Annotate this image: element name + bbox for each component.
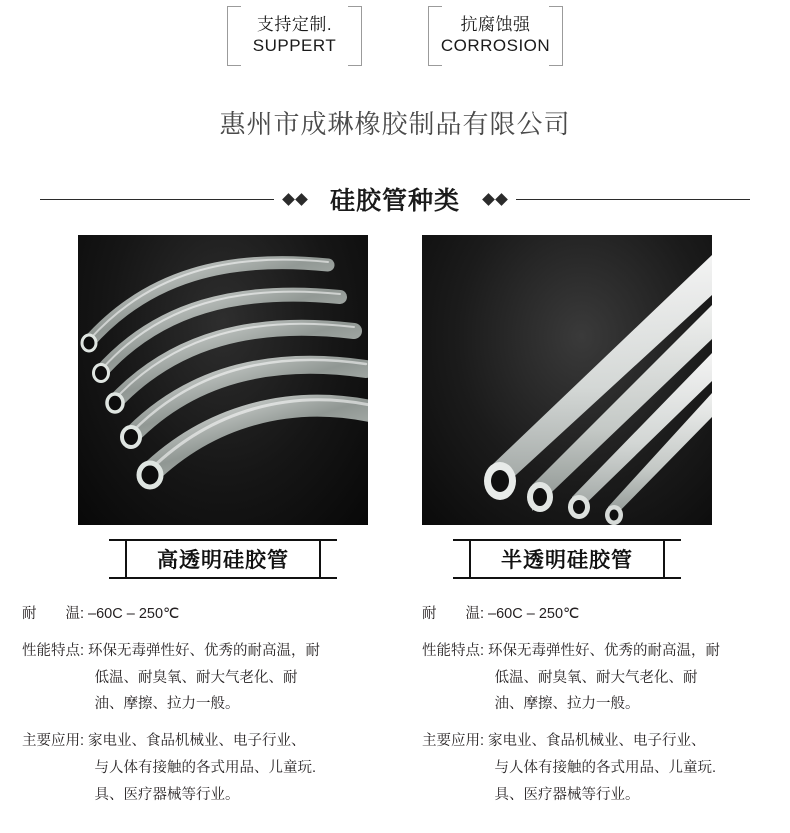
product-columns bbox=[0, 235, 790, 579]
product-label: 高透明硅胶管 bbox=[157, 549, 289, 572]
title-diamonds-left bbox=[284, 195, 306, 204]
spec-features-line-1: 性能特点: 环保无毒弹性好、优秀的耐高温，耐 bbox=[422, 642, 721, 659]
clear-tubes-illustration bbox=[78, 235, 368, 525]
diamond-icon bbox=[295, 193, 308, 206]
diamond-icon bbox=[282, 193, 295, 206]
spec-applications-line-2: 与人体有接触的各式用品、儿童玩. bbox=[422, 760, 717, 777]
badge-label-cn: 抗腐蚀强 bbox=[460, 14, 531, 34]
plate-tick-icon bbox=[663, 577, 681, 579]
badge-custom-support bbox=[227, 6, 362, 64]
spec-applications-line-1: 主要应用: 家电业、食品机械业、电子行业、 bbox=[22, 733, 306, 750]
company-name: 惠州市成琳橡胶制品有限公司 bbox=[219, 109, 571, 139]
title-diamonds-right bbox=[484, 195, 506, 204]
spacer bbox=[22, 718, 368, 728]
section-title-text: 硅胶管种类 bbox=[330, 187, 461, 215]
badge-label-en: CORROSION bbox=[440, 36, 551, 55]
plate-tick-icon bbox=[319, 539, 337, 541]
spec-features-line-2: 低温、耐臭氧、耐大气老化、耐 bbox=[422, 669, 698, 686]
plate-tick-icon bbox=[319, 577, 337, 579]
semi-tubes-illustration bbox=[422, 235, 712, 525]
badge-label-en: SUPPERT bbox=[252, 36, 337, 55]
spec-features-line-2: 低温、耐臭氧、耐大气老化、耐 bbox=[22, 669, 298, 686]
spacer bbox=[22, 628, 368, 638]
spec-applications-line-3: 具、医疗器械等行业。 bbox=[22, 786, 240, 803]
plate-tick-icon bbox=[453, 539, 471, 541]
product-column-high-transparent bbox=[78, 235, 368, 579]
diamond-icon bbox=[482, 193, 495, 206]
spec-temperature: 耐 温: –60C – 250℃ bbox=[22, 606, 180, 622]
plate-tick-icon bbox=[453, 577, 471, 579]
title-rule-right bbox=[516, 199, 750, 200]
product-column-semi-transparent bbox=[422, 235, 712, 579]
spec-applications-line-1: 主要应用: 家电业、食品机械业、电子行业、 bbox=[422, 733, 706, 750]
spec-features-line-3: 油、摩擦、拉力一般。 bbox=[422, 696, 640, 713]
spacer bbox=[422, 718, 768, 728]
diamond-icon bbox=[495, 193, 508, 206]
spec-applications-line-2: 与人体有接触的各式用品、儿童玩. bbox=[22, 760, 317, 777]
badge-label-cn: 支持定制. bbox=[256, 14, 333, 34]
badge-corrosion-resistant bbox=[428, 6, 563, 64]
semi-transparent-tube-image bbox=[422, 235, 712, 525]
spec-column-high-transparent bbox=[22, 601, 368, 809]
product-label: 半透明硅胶管 bbox=[501, 549, 633, 572]
semi-transparent-label-plate bbox=[469, 539, 665, 579]
spec-features-line-1: 性能特点: 环保无毒弹性好、优秀的耐高温，耐 bbox=[22, 642, 321, 659]
title-rule-left bbox=[40, 199, 274, 200]
high-transparent-tube-image bbox=[78, 235, 368, 525]
feature-badges bbox=[0, 0, 790, 64]
spacer bbox=[422, 628, 768, 638]
plate-tick-icon bbox=[663, 539, 681, 541]
spec-applications-line-3: 具、医疗器械等行业。 bbox=[422, 786, 640, 803]
spec-column-semi-transparent bbox=[422, 601, 768, 809]
high-transparent-label-plate bbox=[125, 539, 321, 579]
plate-tick-icon bbox=[109, 577, 127, 579]
plate-tick-icon bbox=[109, 539, 127, 541]
section-title bbox=[0, 181, 790, 217]
spec-temperature: 耐 温: –60C – 250℃ bbox=[422, 606, 580, 622]
product-specs bbox=[0, 601, 790, 809]
spec-features-line-3: 油、摩擦、拉力一般。 bbox=[22, 696, 240, 713]
